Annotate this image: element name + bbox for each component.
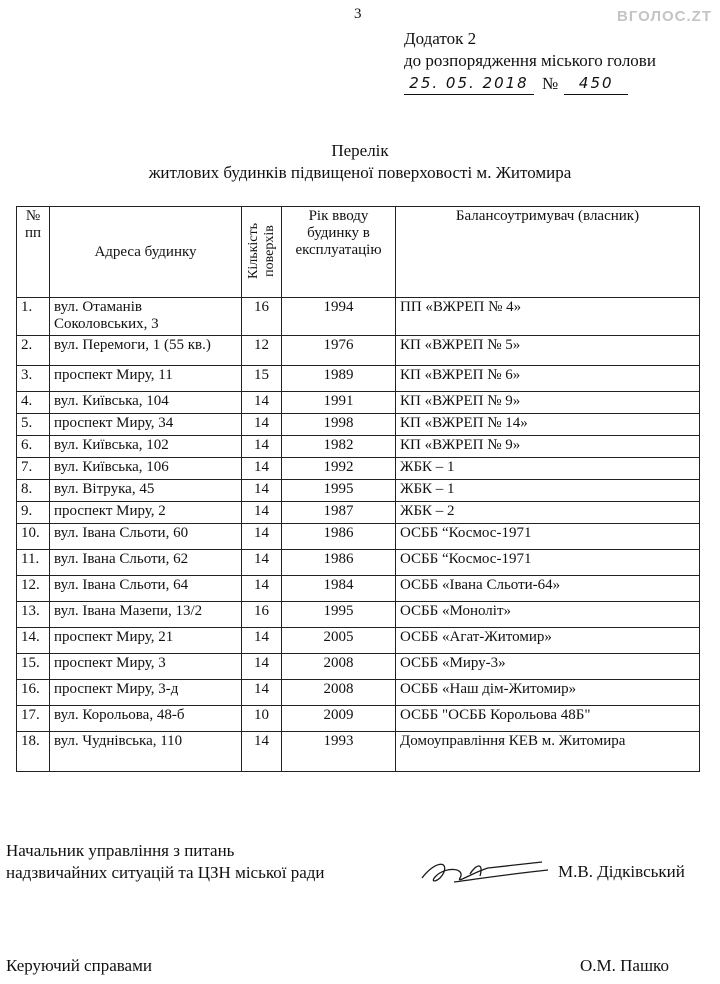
row-year: 1992 — [282, 458, 396, 480]
document-subtitle: житлових будинків підвищеної поверховості м. Житомира — [148, 163, 572, 182]
row-num: 8. — [17, 480, 50, 502]
row-num: 10. — [17, 524, 50, 550]
head-title-line2: надзвичайних ситуацій та ЦЗН міської ради — [6, 863, 325, 882]
row-address: вул. Перемоги, 1 (55 кв.) — [50, 336, 242, 366]
row-owner: ЖБК – 1 — [396, 480, 700, 502]
manager-name: О.М. Пашко — [580, 956, 669, 975]
table-row — [17, 680, 700, 706]
row-num: 14. — [17, 628, 50, 654]
row-floors: 14 — [242, 480, 282, 502]
row-year: 2008 — [282, 680, 396, 706]
row-owner: ОСББ «Агат-Житомир» — [396, 628, 700, 654]
row-num: 17. — [17, 706, 50, 732]
row-num: 4. — [17, 392, 50, 414]
appendix-number: 450 — [564, 72, 628, 95]
row-owner: ОСББ «Івана Сльоти-64» — [396, 576, 700, 602]
row-address: вул. Івана Сльоти, 64 — [50, 576, 242, 602]
row-year: 1989 — [282, 366, 396, 392]
row-floors: 14 — [242, 628, 282, 654]
document-title: Перелік — [331, 141, 389, 160]
row-owner: ОСББ "ОСББ Корольова 48Б" — [396, 706, 700, 732]
row-num: 9. — [17, 502, 50, 524]
header-address: Адреса будинку — [50, 207, 242, 298]
row-address: вул. Івана Сльоти, 60 — [50, 524, 242, 550]
row-year: 1976 — [282, 336, 396, 366]
row-address: вул. Корольова, 48-б — [50, 706, 242, 732]
row-floors: 10 — [242, 706, 282, 732]
header-year-text: Рік вводу будинку в експлуатацію — [295, 208, 382, 258]
row-address: вул. Чуднівська, 110 — [50, 732, 242, 772]
handwritten-signature — [414, 848, 554, 892]
row-year: 1998 — [282, 414, 396, 436]
row-owner: КП «ВЖРЕП № 5» — [396, 336, 700, 366]
row-floors: 14 — [242, 436, 282, 458]
header-owner: Балансоутримувач (власник) — [396, 207, 700, 298]
row-num: 7. — [17, 458, 50, 480]
row-address: вул. Київська, 102 — [50, 436, 242, 458]
header-floors-text: Кількість поверхів — [245, 222, 277, 280]
row-address: вул. Івана Сльоти, 62 — [50, 550, 242, 576]
row-owner: ЖБК – 1 — [396, 458, 700, 480]
table-row — [17, 414, 700, 436]
row-year: 1986 — [282, 550, 396, 576]
table-row — [17, 436, 700, 458]
row-year: 1986 — [282, 524, 396, 550]
row-num: 11. — [17, 550, 50, 576]
row-owner: ОСББ «Миру-3» — [396, 654, 700, 680]
row-floors: 14 — [242, 654, 282, 680]
appendix-block — [404, 28, 656, 95]
row-owner: КП «ВЖРЕП № 9» — [396, 436, 700, 458]
table-header-row — [17, 207, 700, 298]
row-floors: 14 — [242, 414, 282, 436]
table-row — [17, 502, 700, 524]
row-address: вул. Київська, 104 — [50, 392, 242, 414]
row-owner: ОСББ «Наш дім-Житомир» — [396, 680, 700, 706]
row-year: 1991 — [282, 392, 396, 414]
row-owner: ЖБК – 2 — [396, 502, 700, 524]
row-num: 15. — [17, 654, 50, 680]
row-owner: ОСББ «Моноліт» — [396, 602, 700, 628]
table-row — [17, 458, 700, 480]
row-floors: 14 — [242, 392, 282, 414]
table-row — [17, 366, 700, 392]
row-year: 2009 — [282, 706, 396, 732]
manager-title: Керуючий справами — [6, 956, 152, 975]
row-address: вул. Київська, 106 — [50, 458, 242, 480]
row-year: 2008 — [282, 654, 396, 680]
row-address: проспект Миру, 2 — [50, 502, 242, 524]
row-floors: 14 — [242, 502, 282, 524]
row-num: 13. — [17, 602, 50, 628]
header-floors — [242, 207, 282, 298]
row-year: 1995 — [282, 602, 396, 628]
row-num: 2. — [17, 336, 50, 366]
table-row — [17, 654, 700, 680]
appendix-date-line — [404, 72, 656, 95]
row-address: вул. Отаманів Соколовських, 3 — [50, 298, 242, 336]
row-year: 1982 — [282, 436, 396, 458]
row-floors: 14 — [242, 576, 282, 602]
table-row — [17, 524, 700, 550]
row-floors: 15 — [242, 366, 282, 392]
row-address: вул. Вітрука, 45 — [50, 480, 242, 502]
row-owner: Домоуправління КЕВ м. Житомира — [396, 732, 700, 772]
appendix-date: 25. 05. 2018 — [404, 72, 534, 95]
site-watermark: ВГОЛОС.ZT — [617, 8, 712, 25]
row-owner: ПП «ВЖРЕП № 4» — [396, 298, 700, 336]
row-year: 1994 — [282, 298, 396, 336]
row-num: 5. — [17, 414, 50, 436]
row-address: проспект Миру, 3 — [50, 654, 242, 680]
row-owner: КП «ВЖРЕП № 14» — [396, 414, 700, 436]
row-num: 12. — [17, 576, 50, 602]
row-floors: 14 — [242, 550, 282, 576]
row-address: проспект Миру, 3-д — [50, 680, 242, 706]
row-floors: 14 — [242, 524, 282, 550]
row-floors: 14 — [242, 458, 282, 480]
buildings-table — [16, 206, 700, 772]
row-owner: ОСББ “Космос-1971 — [396, 524, 700, 550]
row-owner: КП «ВЖРЕП № 6» — [396, 366, 700, 392]
row-address: вул. Івана Мазепи, 13/2 — [50, 602, 242, 628]
row-floors: 16 — [242, 298, 282, 336]
table-body — [17, 298, 700, 772]
row-year: 1984 — [282, 576, 396, 602]
row-num: 16. — [17, 680, 50, 706]
row-owner: ОСББ “Космос-1971 — [396, 550, 700, 576]
row-floors: 16 — [242, 602, 282, 628]
row-num: 1. — [17, 298, 50, 336]
appendix-title: Додаток 2 — [404, 29, 477, 48]
row-year: 1993 — [282, 732, 396, 772]
number-sign: № — [542, 74, 559, 93]
row-address: проспект Миру, 11 — [50, 366, 242, 392]
table-row — [17, 298, 700, 336]
header-num — [17, 207, 50, 298]
row-year: 1987 — [282, 502, 396, 524]
table-row — [17, 576, 700, 602]
table-row — [17, 628, 700, 654]
row-owner: КП «ВЖРЕП № 9» — [396, 392, 700, 414]
table-row — [17, 732, 700, 772]
table-row — [17, 392, 700, 414]
table-row — [17, 550, 700, 576]
head-title-line1: Начальник управління з питань — [6, 841, 235, 860]
table-row — [17, 480, 700, 502]
table-row — [17, 336, 700, 366]
table-row — [17, 706, 700, 732]
row-floors: 14 — [242, 680, 282, 706]
row-address: проспект Миру, 34 — [50, 414, 242, 436]
row-year: 1995 — [282, 480, 396, 502]
header-num-text: № пп — [24, 208, 42, 241]
row-floors: 14 — [242, 732, 282, 772]
head-signatory-title — [6, 840, 325, 884]
row-address: проспект Миру, 21 — [50, 628, 242, 654]
appendix-subtitle: до розпорядження міського голови — [404, 51, 656, 70]
row-year: 2005 — [282, 628, 396, 654]
row-num: 3. — [17, 366, 50, 392]
table-row — [17, 602, 700, 628]
row-num: 18. — [17, 732, 50, 772]
row-num: 6. — [17, 436, 50, 458]
head-signatory-name: М.В. Дідківський — [558, 862, 685, 881]
page-number: 3 — [354, 6, 362, 22]
header-year — [282, 207, 396, 298]
row-floors: 12 — [242, 336, 282, 366]
